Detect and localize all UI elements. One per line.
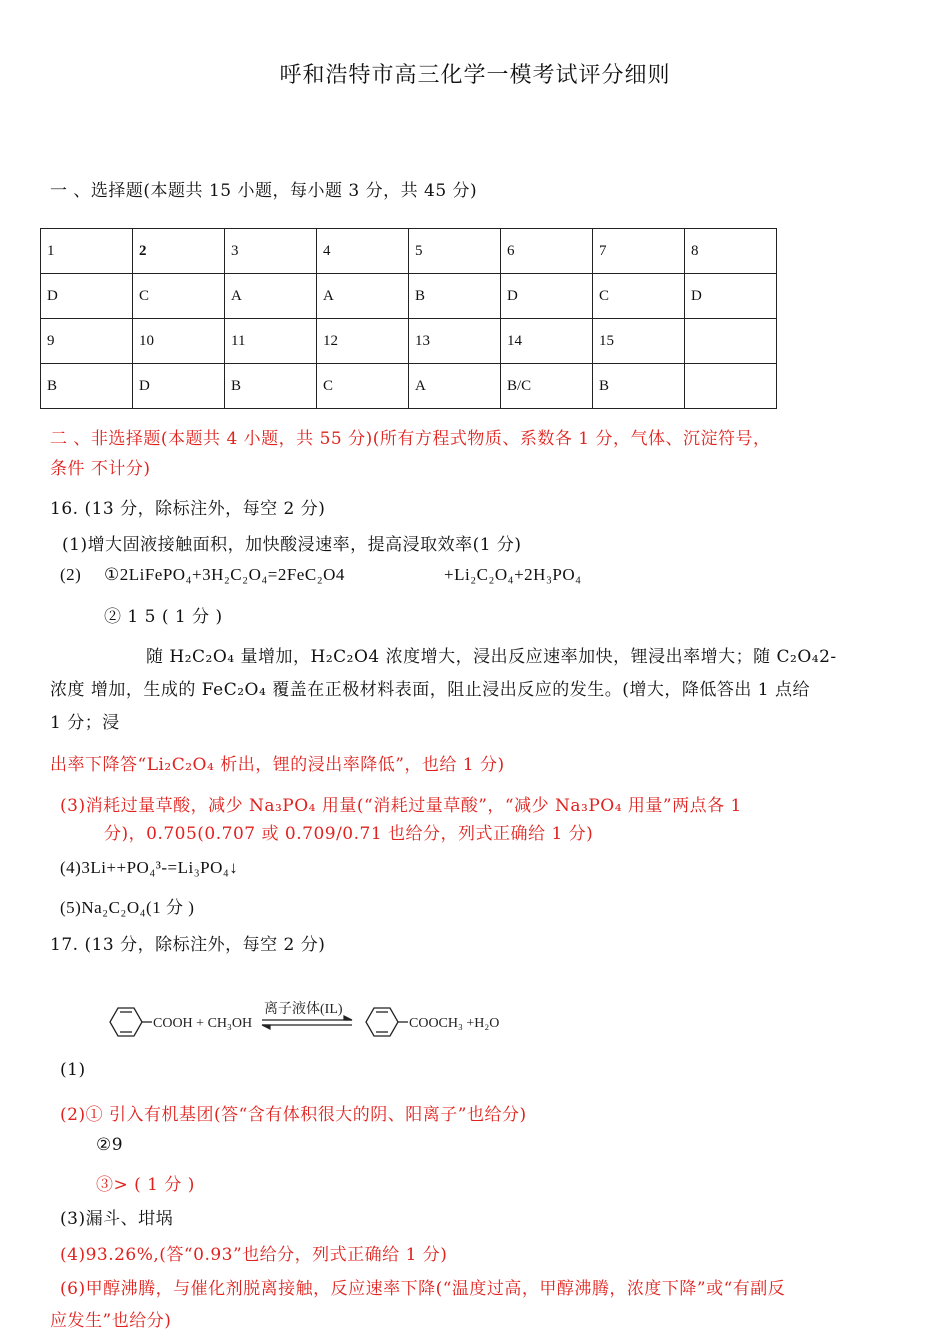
q16-part2-explanation-line1: 随 H₂C₂O₄ 量增加，H₂C₂O4 浓度增大，浸出反应速率加快，锂浸出率增大；随 C₂O₄2- — [146, 647, 837, 667]
table-cell: 1 — [41, 229, 133, 274]
q16-part2-extra-credit: 出率下降答“Li₂C₂O₄ 析出，锂的浸出率降低”，也给 1 分) — [50, 755, 505, 775]
q17-part6-line2: 应发生”也给分) — [50, 1311, 172, 1331]
table-cell: 15 — [593, 319, 685, 364]
table-cell: D — [41, 274, 133, 319]
q16-part2-equation-left: ①2LiFePO₄+3H₂C₂O₄=2FeC₂O4 — [104, 565, 345, 584]
page-title: 呼和浩特市高三化学一模考试评分细则 — [279, 63, 671, 88]
q17-part2-answer2: ②9 — [96, 1135, 124, 1155]
table-cell: 5 — [409, 229, 501, 274]
benzene-ring-icon — [110, 1008, 152, 1036]
table-cell: 9 — [41, 319, 133, 364]
table-cell: D — [133, 364, 225, 409]
table-cell: 14 — [501, 319, 593, 364]
table-cell: C — [133, 274, 225, 319]
q17-part2-answer3: ③> ( 1 分 ) — [96, 1175, 195, 1195]
q17-part6-line1: (6)甲醇沸腾，与催化剂脱离接触，反应速率下降(“温度过高，甲醇沸腾，浓度下降”或“有副反 — [60, 1279, 786, 1299]
q16-part1: (1)增大固液接触面积，加快酸浸速率，提高浸取效率(1 分) — [62, 535, 522, 555]
q16-part2-label: (2) — [60, 565, 82, 584]
table-cell: A — [317, 274, 409, 319]
table-cell: B/C — [501, 364, 593, 409]
q17-header: 17. (13 分，除标注外，每空 2 分) — [50, 935, 326, 955]
section2-heading-line1: 二 、非选择题(本题共 4 小题，共 55 分)(所有方程式物质、系数各 1 分，气体、沉淀符号， — [50, 429, 771, 449]
table-cell: 12 — [317, 319, 409, 364]
q16-part2-explanation-line2: 浓度 增加，生成的 FeC₂O₄ 覆盖在正极材料表面，阻止浸出反应的发生。(增大，降低答出 1 点给 — [50, 680, 810, 700]
table-cell: B — [409, 274, 501, 319]
table-row — [41, 319, 777, 364]
table-cell: B — [593, 364, 685, 409]
q16-part5: (5)Na₂C₂O₄(1 分 ) — [60, 898, 195, 917]
table-cell: 6 — [501, 229, 593, 274]
table-cell: 7 — [593, 229, 685, 274]
section1-heading: 一 、选择题(本题共 15 小题，每小题 3 分，共 45 分) — [50, 181, 478, 201]
table-cell: D — [501, 274, 593, 319]
answer-table — [40, 228, 777, 409]
table-cell: B — [41, 364, 133, 409]
table-row — [41, 274, 777, 319]
table-row — [41, 364, 777, 409]
reaction-condition: 离子液体(IL) — [264, 1002, 343, 1017]
q16-part3-line1: (3)消耗过量草酸，减少 Na₃PO₄ 用量(“消耗过量草酸”，“减少 Na₃PO₄ 用量”两点各 1 — [60, 796, 742, 816]
table-cell: 8 — [685, 229, 777, 274]
table-cell: A — [409, 364, 501, 409]
table-cell: 11 — [225, 319, 317, 364]
reaction-reactants: COOH + CH₃OH — [153, 1016, 253, 1031]
table-cell: 13 — [409, 319, 501, 364]
table-cell — [685, 364, 777, 409]
table-cell: B — [225, 364, 317, 409]
table-cell: A — [225, 274, 317, 319]
section2-heading-line2: 条件 不计分) — [50, 459, 151, 479]
table-cell: 10 — [133, 319, 225, 364]
table-cell — [685, 319, 777, 364]
q16-part4: (4)3Li++PO₄³-=Li₃PO₄↓ — [60, 858, 239, 877]
table-cell: C — [593, 274, 685, 319]
table-row — [41, 229, 777, 274]
q16-part2-answer2: ② 1 5 ( 1 分 ) — [104, 607, 223, 627]
table-cell: 2 — [133, 229, 225, 274]
q17-part3: (3)漏斗、坩埚 — [60, 1209, 174, 1229]
q16-part2-explanation-line3: 1 分；浸 — [50, 713, 120, 733]
table-cell: D — [685, 274, 777, 319]
table-cell: C — [317, 364, 409, 409]
q16-header: 16. (13 分，除标注外，每空 2 分) — [50, 499, 326, 519]
table-cell: 3 — [225, 229, 317, 274]
q17-part4: (4)93.26%,(答“0.93”也给分，列式正确给 1 分) — [60, 1245, 448, 1265]
table-cell: 4 — [317, 229, 409, 274]
q17-part2-answer1: (2)① 引入有机基团(答“含有体积很大的阴、阳离子”也给分) — [60, 1105, 527, 1125]
esterification-reaction-diagram — [96, 996, 536, 1046]
benzene-ring-icon — [366, 1008, 408, 1036]
q17-part1: (1) — [60, 1060, 86, 1080]
equilibrium-arrow-icon — [262, 1016, 352, 1029]
q16-part2-equation-right: +Li₂C₂O₄+2H₃PO₄ — [444, 565, 582, 584]
reaction-products: COOCH₃ +H₂O — [409, 1016, 500, 1031]
q16-part3-line2: 分)，0.705(0.707 或 0.709/0.71 也给分，列式正确给 1 分) — [104, 824, 594, 844]
